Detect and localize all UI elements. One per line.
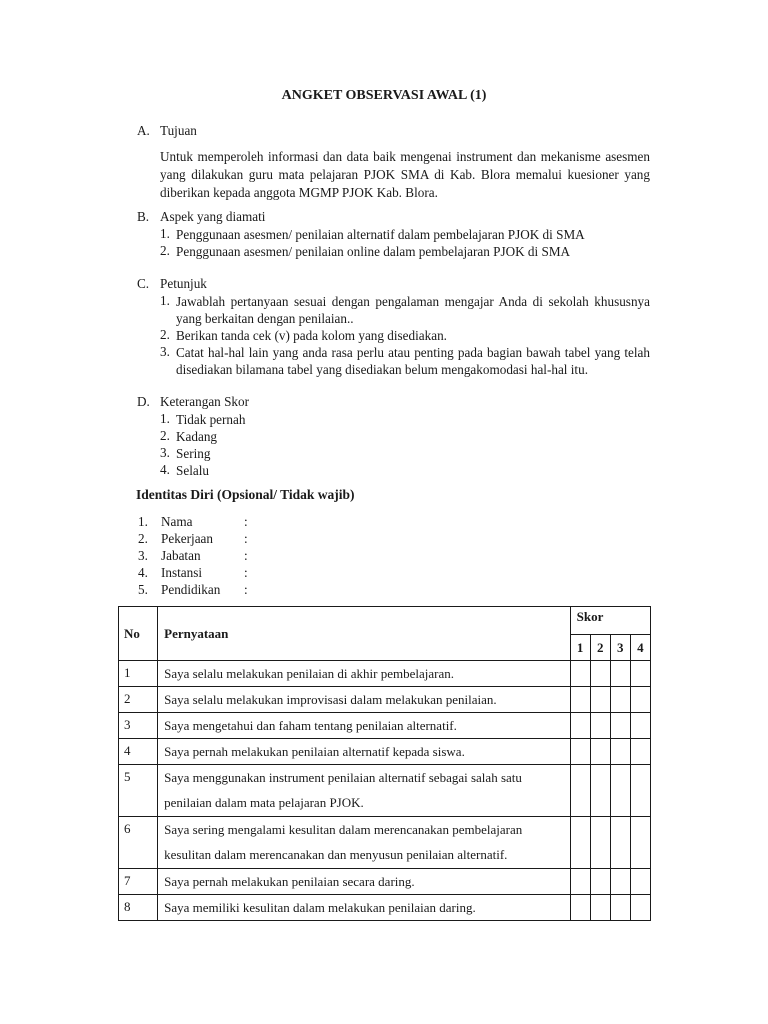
row-statement [158, 895, 571, 921]
section-b-item-num: 1. [160, 226, 170, 241]
score-cell[interactable] [590, 765, 610, 817]
score-cell[interactable] [630, 895, 650, 921]
section-c-item-text: Jawablah pertanyaan sesuai dengan pengalaman mengajar Anda di sekolah khususnya yang berkaitan dengan penilaian.. [176, 294, 650, 326]
score-cell[interactable] [630, 817, 650, 869]
row-number: 5 [119, 765, 158, 817]
score-cell[interactable] [570, 661, 590, 687]
section-c-item-num: 2. [160, 327, 170, 342]
row-statement [158, 687, 571, 713]
statement-line: Saya mengetahui dan faham tentang penilaian alternatif. [164, 718, 457, 733]
identity-field-colon: : [244, 582, 248, 597]
table-row [119, 895, 651, 921]
statement-line: Saya selalu melakukan penilaian di akhir pembelajaran. [164, 666, 454, 681]
statement-line: Saya memiliki kesulitan dalam melakukan penilaian daring. [164, 900, 476, 915]
score-column-header: 1 [570, 635, 590, 661]
score-cell[interactable] [570, 869, 590, 895]
section-d-item-text: Tidak pernah [176, 412, 246, 427]
section-a-letter: A. [137, 123, 150, 138]
statement-line: kesulitan dalam merencanakan dan menyusun penilaian alternatif. [164, 847, 508, 862]
score-cell[interactable] [590, 817, 610, 869]
table-header-statement: Pernyataan [158, 607, 571, 661]
identity-field-label: Pendidikan [161, 582, 221, 597]
identity-field-label: Instansi [161, 565, 203, 580]
table-row [119, 739, 651, 765]
section-d-heading: Keterangan Skor [160, 394, 249, 409]
document-title: ANGKET OBSERVASI AWAL (1) [281, 88, 487, 103]
score-cell[interactable] [590, 869, 610, 895]
section-b-heading: Aspek yang diamati [160, 209, 266, 224]
identity-field-num: 4. [138, 565, 148, 580]
identity-field-colon: : [244, 565, 248, 580]
score-cell[interactable] [610, 895, 630, 921]
table-row [119, 869, 651, 895]
score-cell[interactable] [630, 765, 650, 817]
identity-field-label: Nama [161, 514, 193, 529]
section-c-letter: C. [137, 276, 150, 291]
section-d-item-num: 2. [160, 428, 170, 443]
statement-line: penilaian dalam mata pelajaran PJOK. [164, 795, 364, 810]
section-d-item-num: 1. [160, 411, 170, 426]
section-d-item-text: Sering [176, 446, 211, 461]
section-c-item-text: Catat hal-hal lain yang anda rasa perlu atau penting pada bagian bawah tabel yang telah disediakan bilamana tabel yang disediakan belum mengakomodasi hal-hal itu. [176, 345, 650, 377]
table-header-no: No [119, 607, 158, 661]
identity-field-num: 1. [138, 514, 148, 529]
survey-table [118, 606, 651, 921]
identity-field-num: 2. [138, 531, 148, 546]
score-cell[interactable] [610, 869, 630, 895]
score-cell[interactable] [590, 895, 610, 921]
section-a-paragraph: Untuk memperoleh informasi dan data baik mengenai instrument dan mekanisme asesmen yang dilakukan guru mata pelajaran PJOK SMA di Kab. Blora memalui kuesioner yang diberikan kepada anggota MGMP PJOK Kab. Blora. [160, 149, 650, 200]
table-row [119, 817, 651, 869]
score-cell[interactable] [570, 713, 590, 739]
score-cell[interactable] [570, 895, 590, 921]
score-cell[interactable] [570, 817, 590, 869]
section-c-item-text: Berikan tanda cek (v) pada kolom yang disediakan. [176, 328, 447, 343]
row-number: 3 [119, 713, 158, 739]
section-b-letter: B. [137, 209, 150, 224]
row-number: 4 [119, 739, 158, 765]
table-row [119, 713, 651, 739]
score-cell[interactable] [610, 739, 630, 765]
section-b-item-text: Penggunaan asesmen/ penilaian alternatif dalam pembelajaran PJOK di SMA [176, 227, 585, 242]
score-cell[interactable] [630, 713, 650, 739]
score-column-header: 2 [590, 635, 610, 661]
row-statement [158, 817, 571, 869]
score-cell[interactable] [590, 687, 610, 713]
section-d-item-text: Kadang [176, 429, 218, 444]
score-cell[interactable] [630, 661, 650, 687]
identity-field-label: Pekerjaan [161, 531, 213, 546]
row-number: 2 [119, 687, 158, 713]
section-c-item-num: 1. [160, 293, 170, 308]
score-cell[interactable] [590, 661, 610, 687]
statement-line: Saya menggunakan instrument penilaian alternatif sebagai salah satu [164, 770, 522, 785]
identity-field-colon: : [244, 514, 248, 529]
row-number: 6 [119, 817, 158, 869]
score-cell[interactable] [590, 713, 610, 739]
identity-field-label: Jabatan [161, 548, 201, 563]
score-cell[interactable] [610, 661, 630, 687]
table-row [119, 661, 651, 687]
row-statement [158, 869, 571, 895]
score-cell[interactable] [630, 739, 650, 765]
score-column-header: 3 [610, 635, 630, 661]
identity-field-colon: : [244, 531, 248, 546]
score-cell[interactable] [610, 817, 630, 869]
section-a-heading: Tujuan [160, 123, 197, 138]
table-row [119, 687, 651, 713]
row-statement [158, 765, 571, 817]
section-c-heading: Petunjuk [160, 276, 207, 291]
score-column-header: 4 [630, 635, 650, 661]
score-cell[interactable] [630, 869, 650, 895]
row-statement [158, 661, 571, 687]
identity-field-colon: : [244, 548, 248, 563]
table-row [119, 765, 651, 817]
score-cell[interactable] [630, 687, 650, 713]
statement-line: Saya sering mengalami kesulitan dalam merencanakan pembelajaran [164, 822, 523, 837]
table-header-score: Skor [570, 607, 650, 635]
section-d-item-num: 3. [160, 445, 170, 460]
section-b-item-text: Penggunaan asesmen/ penilaian online dalam pembelajaran PJOK di SMA [176, 244, 571, 259]
identity-field-num: 5. [138, 582, 148, 597]
identity-field-num: 3. [138, 548, 148, 563]
row-statement [158, 739, 571, 765]
section-b-item-num: 2. [160, 243, 170, 258]
section-d-letter: D. [137, 394, 150, 409]
section-d-item-text: Selalu [176, 463, 209, 478]
score-cell[interactable] [570, 687, 590, 713]
row-number: 8 [119, 895, 158, 921]
score-cell[interactable] [610, 713, 630, 739]
statement-line: Saya selalu melakukan improvisasi dalam melakukan penilaian. [164, 692, 497, 707]
score-cell[interactable] [570, 765, 590, 817]
row-number: 1 [119, 661, 158, 687]
statement-line: Saya pernah melakukan penilaian secara daring. [164, 874, 415, 889]
statement-line: Saya pernah melakukan penilaian alternatif kepada siswa. [164, 744, 465, 759]
score-cell[interactable] [610, 765, 630, 817]
row-number: 7 [119, 869, 158, 895]
section-c-item-num: 3. [160, 344, 170, 359]
score-cell[interactable] [570, 739, 590, 765]
score-cell[interactable] [610, 687, 630, 713]
section-d-item-num: 4. [160, 462, 170, 477]
row-statement [158, 713, 571, 739]
identity-heading: Identitas Diri (Opsional/ Tidak wajib) [136, 487, 355, 502]
score-cell[interactable] [590, 739, 610, 765]
